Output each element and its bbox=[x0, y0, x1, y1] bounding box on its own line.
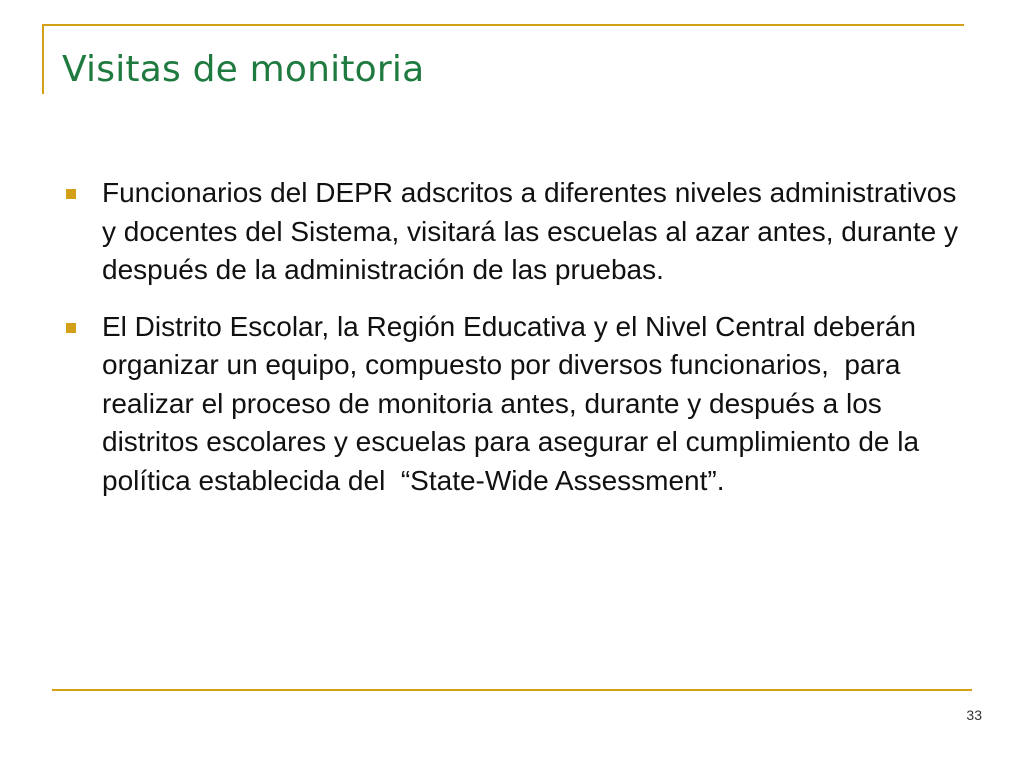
page-number: 33 bbox=[966, 707, 982, 723]
top-border-line bbox=[42, 24, 964, 26]
footer-divider bbox=[52, 689, 972, 691]
bullet-text: El Distrito Escolar, la Región Educativa y el Nivel Central deberán organizar un equipo, compuesto por diversos funcionarios, para realizar el proceso de monitoria antes, durante y después a los distritos escolares y escuelas para asegurar el cumplimiento de la política establecida del “State-Wide Assessment”. bbox=[102, 310, 927, 496]
square-bullet-icon bbox=[66, 189, 76, 199]
bullet-item-1 bbox=[62, 174, 967, 290]
square-bullet-icon bbox=[66, 323, 76, 333]
bullet-text: Funcionarios del DEPR adscritos a diferentes niveles administrativos y docentes del Sistema, visitará las escuelas al azar antes, durante y después de la administración de las pruebas. bbox=[102, 177, 966, 285]
bullet-list bbox=[62, 174, 967, 518]
bullet-item-2 bbox=[62, 308, 967, 501]
slide-title: Visitas de monitoria bbox=[62, 49, 425, 90]
left-border-line bbox=[42, 24, 44, 94]
